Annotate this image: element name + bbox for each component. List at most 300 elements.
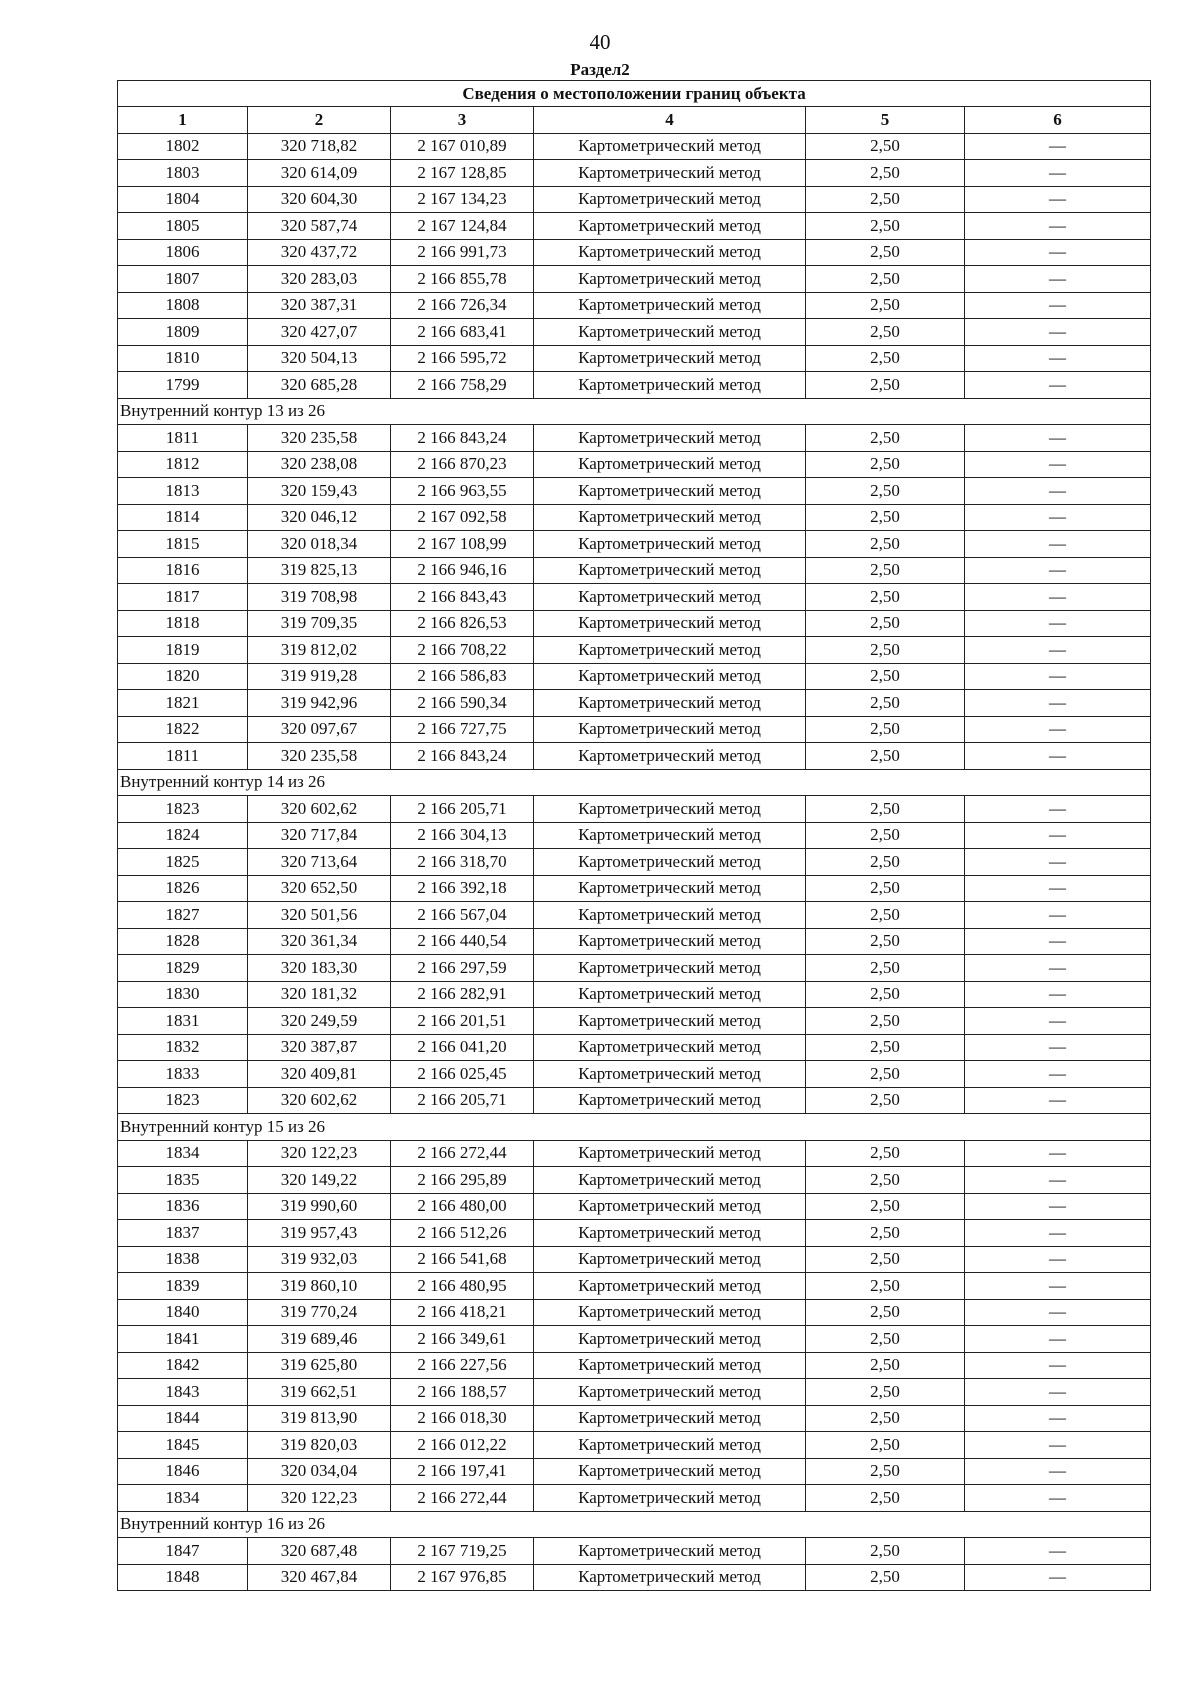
coordinate-x-cell: 319 813,90 bbox=[248, 1405, 391, 1432]
point-number-cell: 1820 bbox=[118, 663, 248, 690]
coordinate-y-cell: 2 167 128,85 bbox=[391, 160, 534, 187]
point-number-cell: 1845 bbox=[118, 1432, 248, 1459]
method-cell: Картометрический метод bbox=[534, 1564, 806, 1591]
note-cell: — bbox=[965, 1538, 1151, 1565]
table-row bbox=[118, 160, 1151, 187]
coordinate-x-cell: 320 183,30 bbox=[248, 955, 391, 982]
accuracy-cell: 2,50 bbox=[806, 1034, 965, 1061]
coordinate-x-cell: 320 387,87 bbox=[248, 1034, 391, 1061]
note-cell: — bbox=[965, 1352, 1151, 1379]
accuracy-cell: 2,50 bbox=[806, 1140, 965, 1167]
method-cell: Картометрический метод bbox=[534, 1379, 806, 1406]
table-row bbox=[118, 1432, 1151, 1459]
coordinate-y-cell: 2 166 855,78 bbox=[391, 266, 534, 293]
coordinate-x-cell: 320 427,07 bbox=[248, 319, 391, 346]
method-cell: Картометрический метод bbox=[534, 1193, 806, 1220]
accuracy-cell: 2,50 bbox=[806, 849, 965, 876]
method-cell: Картометрический метод bbox=[534, 1167, 806, 1194]
coordinate-x-cell: 320 504,13 bbox=[248, 345, 391, 372]
point-number-cell: 1815 bbox=[118, 531, 248, 558]
coordinate-y-cell: 2 166 963,55 bbox=[391, 478, 534, 505]
accuracy-cell: 2,50 bbox=[806, 531, 965, 558]
method-cell: Картометрический метод bbox=[534, 1405, 806, 1432]
accuracy-cell: 2,50 bbox=[806, 796, 965, 823]
coordinate-x-cell: 320 238,08 bbox=[248, 451, 391, 478]
coordinate-x-cell: 320 149,22 bbox=[248, 1167, 391, 1194]
coordinate-x-cell: 319 919,28 bbox=[248, 663, 391, 690]
coordinate-x-cell: 320 713,64 bbox=[248, 849, 391, 876]
coordinate-x-cell: 319 990,60 bbox=[248, 1193, 391, 1220]
coordinate-x-cell: 320 604,30 bbox=[248, 186, 391, 213]
point-number-cell: 1840 bbox=[118, 1299, 248, 1326]
coordinate-x-cell: 320 437,72 bbox=[248, 239, 391, 266]
coordinate-y-cell: 2 166 726,34 bbox=[391, 292, 534, 319]
accuracy-cell: 2,50 bbox=[806, 1379, 965, 1406]
accuracy-cell: 2,50 bbox=[806, 1008, 965, 1035]
point-number-cell: 1823 bbox=[118, 796, 248, 823]
method-cell: Картометрический метод bbox=[534, 1220, 806, 1247]
coordinate-x-cell: 320 687,48 bbox=[248, 1538, 391, 1565]
coordinate-x-cell: 320 034,04 bbox=[248, 1458, 391, 1485]
coordinate-x-cell: 319 689,46 bbox=[248, 1326, 391, 1353]
point-number-cell: 1834 bbox=[118, 1140, 248, 1167]
table-row bbox=[118, 1405, 1151, 1432]
page-number: 40 bbox=[589, 30, 611, 54]
note-cell: — bbox=[965, 372, 1151, 399]
method-cell: Картометрический метод bbox=[534, 902, 806, 929]
point-number-cell: 1829 bbox=[118, 955, 248, 982]
table-row bbox=[118, 345, 1151, 372]
point-number-cell: 1842 bbox=[118, 1352, 248, 1379]
coordinate-y-cell: 2 166 201,51 bbox=[391, 1008, 534, 1035]
point-number-cell: 1830 bbox=[118, 981, 248, 1008]
note-cell: — bbox=[965, 1326, 1151, 1353]
column-header: 5 bbox=[806, 107, 965, 134]
method-cell: Картометрический метод bbox=[534, 186, 806, 213]
method-cell: Картометрический метод bbox=[534, 531, 806, 558]
note-cell: — bbox=[965, 1485, 1151, 1512]
table-header-row bbox=[118, 107, 1151, 134]
coordinate-y-cell: 2 166 512,26 bbox=[391, 1220, 534, 1247]
accuracy-cell: 2,50 bbox=[806, 425, 965, 452]
contour-header-row bbox=[118, 398, 1151, 425]
coordinate-y-cell: 2 166 012,22 bbox=[391, 1432, 534, 1459]
note-cell: — bbox=[965, 796, 1151, 823]
point-number-cell: 1825 bbox=[118, 849, 248, 876]
coordinate-x-cell: 320 122,23 bbox=[248, 1485, 391, 1512]
coordinate-y-cell: 2 167 108,99 bbox=[391, 531, 534, 558]
note-cell: — bbox=[965, 345, 1151, 372]
table-row bbox=[118, 451, 1151, 478]
point-number-cell: 1804 bbox=[118, 186, 248, 213]
method-cell: Картометрический метод bbox=[534, 1432, 806, 1459]
coordinate-x-cell: 319 662,51 bbox=[248, 1379, 391, 1406]
table-row bbox=[118, 796, 1151, 823]
accuracy-cell: 2,50 bbox=[806, 955, 965, 982]
method-cell: Картометрический метод bbox=[534, 266, 806, 293]
coordinate-x-cell: 319 625,80 bbox=[248, 1352, 391, 1379]
table-row bbox=[118, 1458, 1151, 1485]
point-number-cell: 1810 bbox=[118, 345, 248, 372]
note-cell: — bbox=[965, 239, 1151, 266]
point-number-cell: 1811 bbox=[118, 743, 248, 770]
table-row bbox=[118, 239, 1151, 266]
coordinate-y-cell: 2 166 272,44 bbox=[391, 1485, 534, 1512]
point-number-cell: 1824 bbox=[118, 822, 248, 849]
note-cell: — bbox=[965, 266, 1151, 293]
accuracy-cell: 2,50 bbox=[806, 1299, 965, 1326]
method-cell: Картометрический метод bbox=[534, 584, 806, 611]
boundary-coordinates-table bbox=[117, 80, 1151, 1591]
coordinate-x-cell: 319 820,03 bbox=[248, 1432, 391, 1459]
point-number-cell: 1812 bbox=[118, 451, 248, 478]
table-row bbox=[118, 1485, 1151, 1512]
method-cell: Картометрический метод bbox=[534, 743, 806, 770]
coordinate-x-cell: 320 249,59 bbox=[248, 1008, 391, 1035]
note-cell: — bbox=[965, 478, 1151, 505]
table-row bbox=[118, 1220, 1151, 1247]
table-row bbox=[118, 875, 1151, 902]
note-cell: — bbox=[965, 610, 1151, 637]
table-row bbox=[118, 637, 1151, 664]
method-cell: Картометрический метод bbox=[534, 1246, 806, 1273]
table-row bbox=[118, 743, 1151, 770]
accuracy-cell: 2,50 bbox=[806, 372, 965, 399]
method-cell: Картометрический метод bbox=[534, 1485, 806, 1512]
table-row bbox=[118, 1326, 1151, 1353]
table-row bbox=[118, 186, 1151, 213]
accuracy-cell: 2,50 bbox=[806, 610, 965, 637]
table-row bbox=[118, 1379, 1151, 1406]
accuracy-cell: 2,50 bbox=[806, 239, 965, 266]
point-number-cell: 1806 bbox=[118, 239, 248, 266]
method-cell: Картометрический метод bbox=[534, 690, 806, 717]
note-cell: — bbox=[965, 1379, 1151, 1406]
note-cell: — bbox=[965, 213, 1151, 240]
point-number-cell: 1839 bbox=[118, 1273, 248, 1300]
note-cell: — bbox=[965, 531, 1151, 558]
coordinate-y-cell: 2 166 567,04 bbox=[391, 902, 534, 929]
method-cell: Картометрический метод bbox=[534, 557, 806, 584]
coordinate-y-cell: 2 166 843,24 bbox=[391, 425, 534, 452]
accuracy-cell: 2,50 bbox=[806, 1458, 965, 1485]
method-cell: Картометрический метод bbox=[534, 1087, 806, 1114]
table-row bbox=[118, 1193, 1151, 1220]
coordinate-y-cell: 2 166 440,54 bbox=[391, 928, 534, 955]
table-row bbox=[118, 955, 1151, 982]
method-cell: Картометрический метод bbox=[534, 1458, 806, 1485]
coordinate-x-cell: 320 587,74 bbox=[248, 213, 391, 240]
accuracy-cell: 2,50 bbox=[806, 928, 965, 955]
accuracy-cell: 2,50 bbox=[806, 1485, 965, 1512]
coordinate-x-cell: 320 181,32 bbox=[248, 981, 391, 1008]
coordinate-y-cell: 2 166 227,56 bbox=[391, 1352, 534, 1379]
point-number-cell: 1827 bbox=[118, 902, 248, 929]
accuracy-cell: 2,50 bbox=[806, 504, 965, 531]
table-row bbox=[118, 663, 1151, 690]
note-cell: — bbox=[965, 902, 1151, 929]
coordinate-x-cell: 320 387,31 bbox=[248, 292, 391, 319]
accuracy-cell: 2,50 bbox=[806, 1220, 965, 1247]
accuracy-cell: 2,50 bbox=[806, 1061, 965, 1088]
coordinate-y-cell: 2 167 092,58 bbox=[391, 504, 534, 531]
method-cell: Картометрический метод bbox=[534, 955, 806, 982]
method-cell: Картометрический метод bbox=[534, 319, 806, 346]
table-row bbox=[118, 1273, 1151, 1300]
coordinate-y-cell: 2 167 719,25 bbox=[391, 1538, 534, 1565]
column-header: 2 bbox=[248, 107, 391, 134]
coordinate-y-cell: 2 166 349,61 bbox=[391, 1326, 534, 1353]
method-cell: Картометрический метод bbox=[534, 239, 806, 266]
method-cell: Картометрический метод bbox=[534, 1299, 806, 1326]
table-row bbox=[118, 1008, 1151, 1035]
note-cell: — bbox=[965, 955, 1151, 982]
point-number-cell: 1828 bbox=[118, 928, 248, 955]
accuracy-cell: 2,50 bbox=[806, 663, 965, 690]
point-number-cell: 1807 bbox=[118, 266, 248, 293]
table-row bbox=[118, 531, 1151, 558]
coordinate-y-cell: 2 166 843,24 bbox=[391, 743, 534, 770]
accuracy-cell: 2,50 bbox=[806, 557, 965, 584]
table-row bbox=[118, 372, 1151, 399]
point-number-cell: 1802 bbox=[118, 133, 248, 160]
coordinate-x-cell: 320 685,28 bbox=[248, 372, 391, 399]
method-cell: Картометрический метод bbox=[534, 133, 806, 160]
note-cell: — bbox=[965, 319, 1151, 346]
table-row bbox=[118, 425, 1151, 452]
method-cell: Картометрический метод bbox=[534, 425, 806, 452]
section-title: Раздел2 bbox=[570, 60, 630, 79]
accuracy-cell: 2,50 bbox=[806, 345, 965, 372]
accuracy-cell: 2,50 bbox=[806, 584, 965, 611]
accuracy-cell: 2,50 bbox=[806, 1564, 965, 1591]
table-row bbox=[118, 902, 1151, 929]
accuracy-cell: 2,50 bbox=[806, 1326, 965, 1353]
method-cell: Картометрический метод bbox=[534, 213, 806, 240]
coordinate-y-cell: 2 166 991,73 bbox=[391, 239, 534, 266]
coordinate-y-cell: 2 167 010,89 bbox=[391, 133, 534, 160]
note-cell: — bbox=[965, 1061, 1151, 1088]
contour-label: Внутренний контур 16 из 26 bbox=[118, 1511, 1151, 1538]
table-row bbox=[118, 584, 1151, 611]
point-number-cell: 1841 bbox=[118, 1326, 248, 1353]
column-header: 3 bbox=[391, 107, 534, 134]
table-row bbox=[118, 133, 1151, 160]
contour-header-row bbox=[118, 1114, 1151, 1141]
table-row bbox=[118, 1564, 1151, 1591]
accuracy-cell: 2,50 bbox=[806, 451, 965, 478]
method-cell: Картометрический метод bbox=[534, 637, 806, 664]
coordinate-y-cell: 2 166 188,57 bbox=[391, 1379, 534, 1406]
method-cell: Картометрический метод bbox=[534, 1273, 806, 1300]
point-number-cell: 1799 bbox=[118, 372, 248, 399]
note-cell: — bbox=[965, 1405, 1151, 1432]
table-row bbox=[118, 1246, 1151, 1273]
coordinate-x-cell: 320 614,09 bbox=[248, 160, 391, 187]
coordinate-x-cell: 320 235,58 bbox=[248, 743, 391, 770]
note-cell: — bbox=[965, 822, 1151, 849]
accuracy-cell: 2,50 bbox=[806, 213, 965, 240]
coordinate-y-cell: 2 166 708,22 bbox=[391, 637, 534, 664]
method-cell: Картометрический метод bbox=[534, 372, 806, 399]
point-number-cell: 1834 bbox=[118, 1485, 248, 1512]
note-cell: — bbox=[965, 1564, 1151, 1591]
point-number-cell: 1808 bbox=[118, 292, 248, 319]
coordinate-y-cell: 2 166 392,18 bbox=[391, 875, 534, 902]
contour-header-row bbox=[118, 1511, 1151, 1538]
coordinate-x-cell: 320 122,23 bbox=[248, 1140, 391, 1167]
method-cell: Картометрический метод bbox=[534, 1326, 806, 1353]
column-header: 6 bbox=[965, 107, 1151, 134]
contour-label: Внутренний контур 13 из 26 bbox=[118, 398, 1151, 425]
accuracy-cell: 2,50 bbox=[806, 822, 965, 849]
contour-label: Внутренний контур 15 из 26 bbox=[118, 1114, 1151, 1141]
accuracy-cell: 2,50 bbox=[806, 716, 965, 743]
point-number-cell: 1831 bbox=[118, 1008, 248, 1035]
coordinate-y-cell: 2 166 946,16 bbox=[391, 557, 534, 584]
table-row bbox=[118, 716, 1151, 743]
point-number-cell: 1847 bbox=[118, 1538, 248, 1565]
coordinate-y-cell: 2 166 480,95 bbox=[391, 1273, 534, 1300]
point-number-cell: 1816 bbox=[118, 557, 248, 584]
method-cell: Картометрический метод bbox=[534, 478, 806, 505]
note-cell: — bbox=[965, 1167, 1151, 1194]
note-cell: — bbox=[965, 584, 1151, 611]
point-number-cell: 1848 bbox=[118, 1564, 248, 1591]
note-cell: — bbox=[965, 133, 1151, 160]
note-cell: — bbox=[965, 1034, 1151, 1061]
point-number-cell: 1809 bbox=[118, 319, 248, 346]
coordinate-y-cell: 2 166 843,43 bbox=[391, 584, 534, 611]
column-header: 4 bbox=[534, 107, 806, 134]
note-cell: — bbox=[965, 1246, 1151, 1273]
method-cell: Картометрический метод bbox=[534, 822, 806, 849]
table-row bbox=[118, 690, 1151, 717]
table-row bbox=[118, 504, 1151, 531]
note-cell: — bbox=[965, 451, 1151, 478]
point-number-cell: 1846 bbox=[118, 1458, 248, 1485]
method-cell: Картометрический метод bbox=[534, 504, 806, 531]
coordinate-x-cell: 320 602,62 bbox=[248, 796, 391, 823]
accuracy-cell: 2,50 bbox=[806, 1538, 965, 1565]
coordinate-x-cell: 320 652,50 bbox=[248, 875, 391, 902]
method-cell: Картометрический метод bbox=[534, 849, 806, 876]
coordinate-x-cell: 320 602,62 bbox=[248, 1087, 391, 1114]
coordinate-y-cell: 2 166 304,13 bbox=[391, 822, 534, 849]
note-cell: — bbox=[965, 743, 1151, 770]
table-caption: Сведения о местоположении границ объекта bbox=[118, 81, 1151, 107]
coordinate-y-cell: 2 166 870,23 bbox=[391, 451, 534, 478]
table-body bbox=[118, 133, 1151, 1591]
method-cell: Картометрический метод bbox=[534, 928, 806, 955]
coordinate-y-cell: 2 166 595,72 bbox=[391, 345, 534, 372]
note-cell: — bbox=[965, 875, 1151, 902]
method-cell: Картометрический метод bbox=[534, 1140, 806, 1167]
note-cell: — bbox=[965, 663, 1151, 690]
accuracy-cell: 2,50 bbox=[806, 266, 965, 293]
note-cell: — bbox=[965, 637, 1151, 664]
coordinate-y-cell: 2 166 041,20 bbox=[391, 1034, 534, 1061]
accuracy-cell: 2,50 bbox=[806, 1352, 965, 1379]
note-cell: — bbox=[965, 425, 1151, 452]
coordinate-x-cell: 319 770,24 bbox=[248, 1299, 391, 1326]
coordinate-x-cell: 320 046,12 bbox=[248, 504, 391, 531]
accuracy-cell: 2,50 bbox=[806, 1432, 965, 1459]
note-cell: — bbox=[965, 690, 1151, 717]
table-row bbox=[118, 610, 1151, 637]
note-cell: — bbox=[965, 160, 1151, 187]
note-cell: — bbox=[965, 849, 1151, 876]
accuracy-cell: 2,50 bbox=[806, 743, 965, 770]
table-row bbox=[118, 1087, 1151, 1114]
coordinate-x-cell: 319 825,13 bbox=[248, 557, 391, 584]
coordinate-x-cell: 319 709,35 bbox=[248, 610, 391, 637]
point-number-cell: 1836 bbox=[118, 1193, 248, 1220]
table-row bbox=[118, 822, 1151, 849]
coordinate-y-cell: 2 167 976,85 bbox=[391, 1564, 534, 1591]
note-cell: — bbox=[965, 1432, 1151, 1459]
coordinate-y-cell: 2 166 318,70 bbox=[391, 849, 534, 876]
coordinate-y-cell: 2 166 025,45 bbox=[391, 1061, 534, 1088]
accuracy-cell: 2,50 bbox=[806, 1246, 965, 1273]
coordinate-y-cell: 2 166 590,34 bbox=[391, 690, 534, 717]
coordinate-y-cell: 2 166 205,71 bbox=[391, 796, 534, 823]
accuracy-cell: 2,50 bbox=[806, 637, 965, 664]
coordinate-x-cell: 320 283,03 bbox=[248, 266, 391, 293]
method-cell: Картометрический метод bbox=[534, 1034, 806, 1061]
coordinate-x-cell: 319 708,98 bbox=[248, 584, 391, 611]
note-cell: — bbox=[965, 1220, 1151, 1247]
table-row bbox=[118, 1299, 1151, 1326]
note-cell: — bbox=[965, 1008, 1151, 1035]
method-cell: Картометрический метод bbox=[534, 610, 806, 637]
point-number-cell: 1835 bbox=[118, 1167, 248, 1194]
note-cell: — bbox=[965, 716, 1151, 743]
method-cell: Картометрический метод bbox=[534, 1538, 806, 1565]
accuracy-cell: 2,50 bbox=[806, 1405, 965, 1432]
point-number-cell: 1838 bbox=[118, 1246, 248, 1273]
note-cell: — bbox=[965, 1087, 1151, 1114]
point-number-cell: 1813 bbox=[118, 478, 248, 505]
table-row bbox=[118, 1167, 1151, 1194]
accuracy-cell: 2,50 bbox=[806, 133, 965, 160]
point-number-cell: 1819 bbox=[118, 637, 248, 664]
coordinate-y-cell: 2 166 826,53 bbox=[391, 610, 534, 637]
coordinate-y-cell: 2 166 683,41 bbox=[391, 319, 534, 346]
accuracy-cell: 2,50 bbox=[806, 186, 965, 213]
contour-label: Внутренний контур 14 из 26 bbox=[118, 769, 1151, 796]
accuracy-cell: 2,50 bbox=[806, 690, 965, 717]
table-row bbox=[118, 1061, 1151, 1088]
coordinate-x-cell: 319 860,10 bbox=[248, 1273, 391, 1300]
coordinate-y-cell: 2 166 197,41 bbox=[391, 1458, 534, 1485]
coordinate-x-cell: 319 957,43 bbox=[248, 1220, 391, 1247]
coordinate-x-cell: 320 409,81 bbox=[248, 1061, 391, 1088]
point-number-cell: 1833 bbox=[118, 1061, 248, 1088]
coordinate-y-cell: 2 166 758,29 bbox=[391, 372, 534, 399]
coordinate-y-cell: 2 166 272,44 bbox=[391, 1140, 534, 1167]
coordinate-y-cell: 2 166 586,83 bbox=[391, 663, 534, 690]
accuracy-cell: 2,50 bbox=[806, 319, 965, 346]
table-row bbox=[118, 928, 1151, 955]
accuracy-cell: 2,50 bbox=[806, 1273, 965, 1300]
note-cell: — bbox=[965, 186, 1151, 213]
method-cell: Картометрический метод bbox=[534, 1008, 806, 1035]
accuracy-cell: 2,50 bbox=[806, 292, 965, 319]
accuracy-cell: 2,50 bbox=[806, 902, 965, 929]
table-row bbox=[118, 292, 1151, 319]
point-number-cell: 1843 bbox=[118, 1379, 248, 1406]
